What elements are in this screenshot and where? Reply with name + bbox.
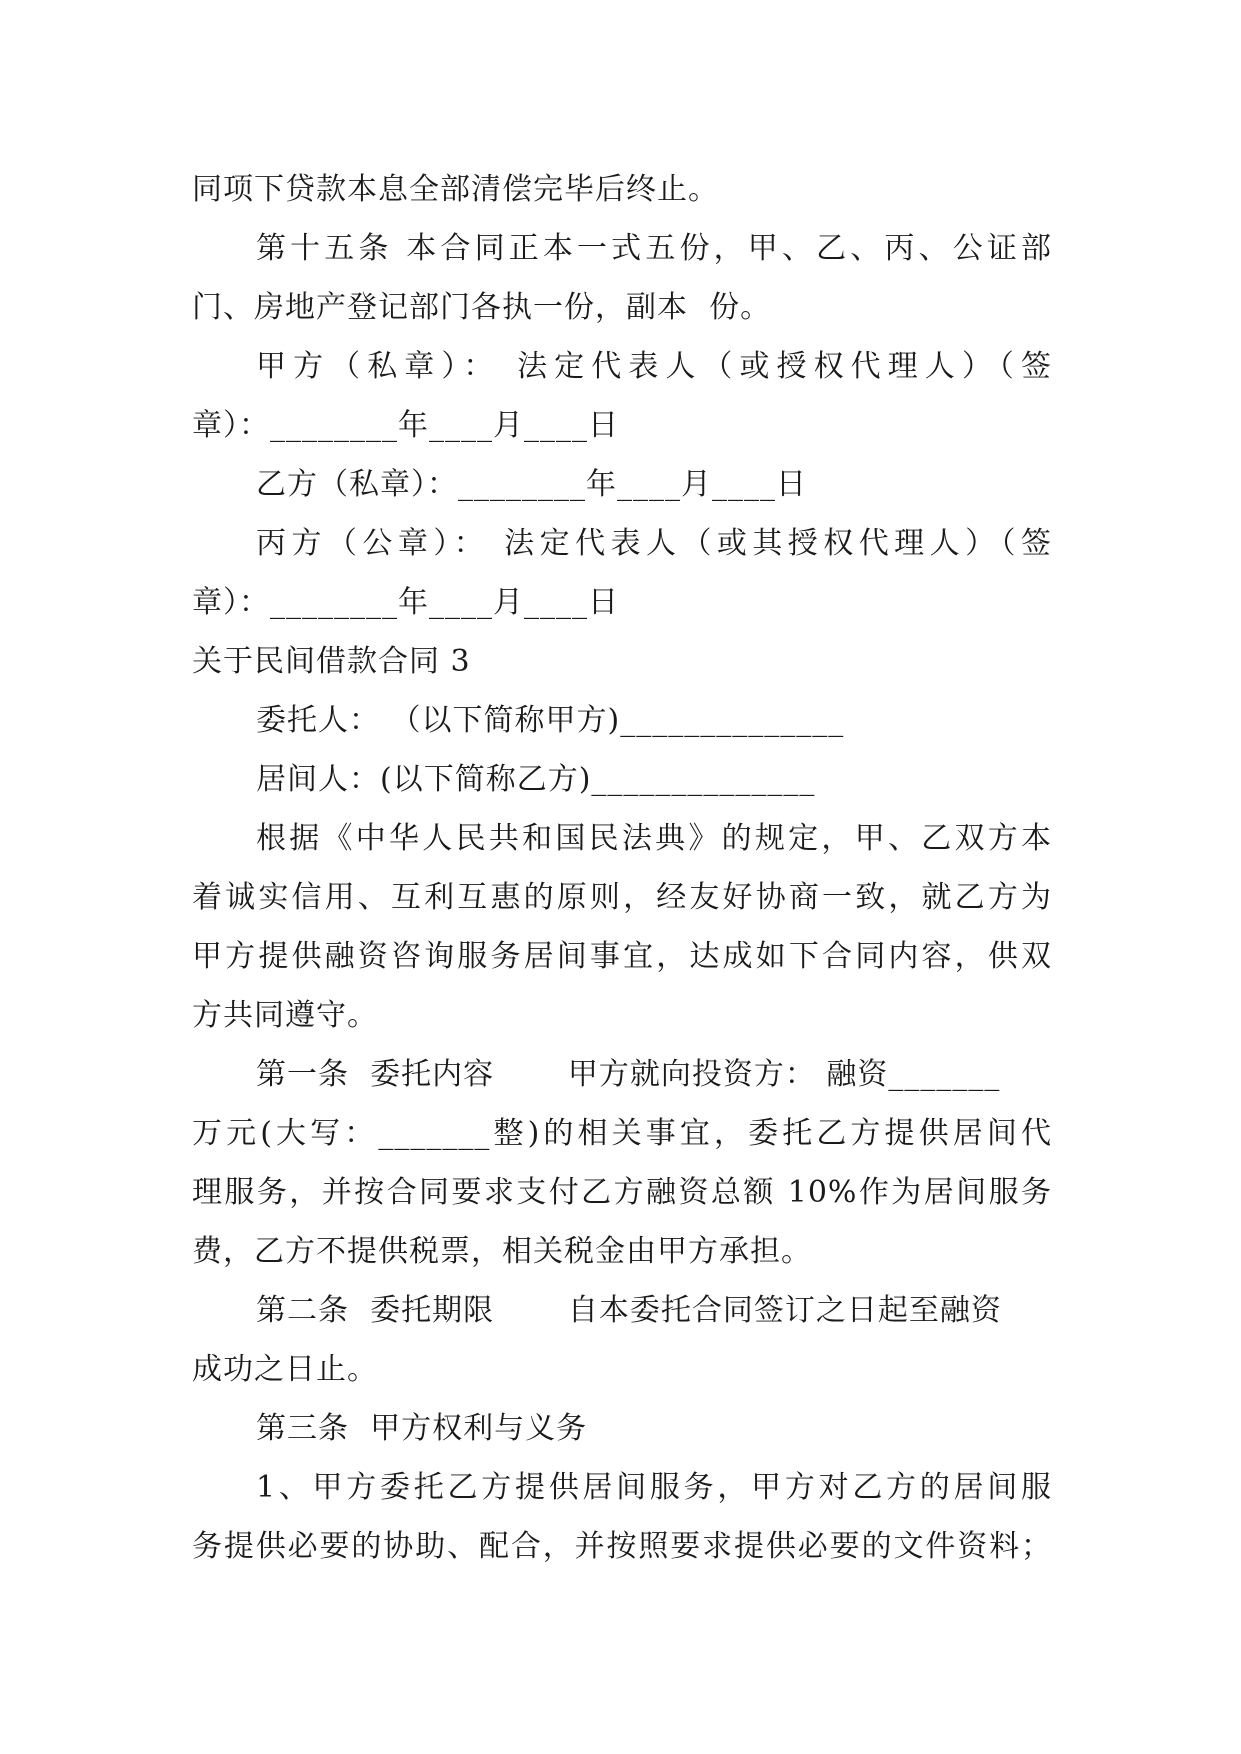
clause-15-line-1: 第十五条 本合同正本一式五份，甲、乙、丙、公证部 <box>256 231 1052 266</box>
article-2-line-1: 第二条 委托期限 自本委托合同签订之日起至融资 <box>256 1293 1002 1328</box>
principal-line: 委托人： （以下简称甲方)______________ <box>256 703 845 738</box>
clause-15-line-2: 门、房地产登记部门各执一份，副本 份。 <box>192 290 772 325</box>
party-c-signature-line-1: 丙方（公章）： 法定代表人（或其授权代理人）（签 <box>256 526 1052 561</box>
preamble-line-1: 根据《中华人民共和国民法典》的规定，甲、乙双方本 <box>256 821 1052 856</box>
preamble-line-4: 方共同遵守。 <box>192 998 378 1033</box>
article-1-line-3: 理服务，并按合同要求支付乙方融资总额 10%作为居间服务 <box>192 1175 1052 1210</box>
article-3-item-1-line-2: 务提供必要的协助、配合，并按照要求提供必要的文件资料； <box>192 1529 1052 1564</box>
party-b-signature-line: 乙方（私章）：________年____月____日 <box>256 467 807 502</box>
party-a-signature-line-2: 章）：________年____月____日 <box>192 408 619 443</box>
party-c-signature-line-2: 章）：________年____月____日 <box>192 585 619 620</box>
article-1-line-2: 万元(大写：_______整)的相关事宜，委托乙方提供居间代 <box>192 1116 1052 1151</box>
article-2-line-2: 成功之日止。 <box>192 1352 378 1387</box>
document-body <box>192 160 1052 1576</box>
section-title: 关于民间借款合同 3 <box>192 644 471 679</box>
broker-line: 居间人：(以下简称乙方)______________ <box>256 762 816 797</box>
preamble-line-3: 甲方提供融资咨询服务居间事宜，达成如下合同内容，供双 <box>192 939 1052 974</box>
preamble-line-2: 着诚实信用、互利互惠的原则，经友好协商一致，就乙方为 <box>192 880 1052 915</box>
article-3-item-1-line-1: 1、甲方委托乙方提供居间服务，甲方对乙方的居间服 <box>256 1470 1052 1505</box>
article-1-line-1: 第一条 委托内容 甲方就向投资方： 融资_______ <box>256 1057 1001 1092</box>
article-3-heading: 第三条 甲方权利与义务 <box>256 1411 588 1446</box>
body-line-1: 同项下贷款本息全部清偿完毕后终止。 <box>192 172 719 207</box>
article-1-line-4: 费，乙方不提供税票，相关税金由甲方承担。 <box>192 1234 812 1269</box>
party-a-signature-line-1: 甲方（私章）： 法定代表人（或授权代理人）（签 <box>256 349 1052 384</box>
